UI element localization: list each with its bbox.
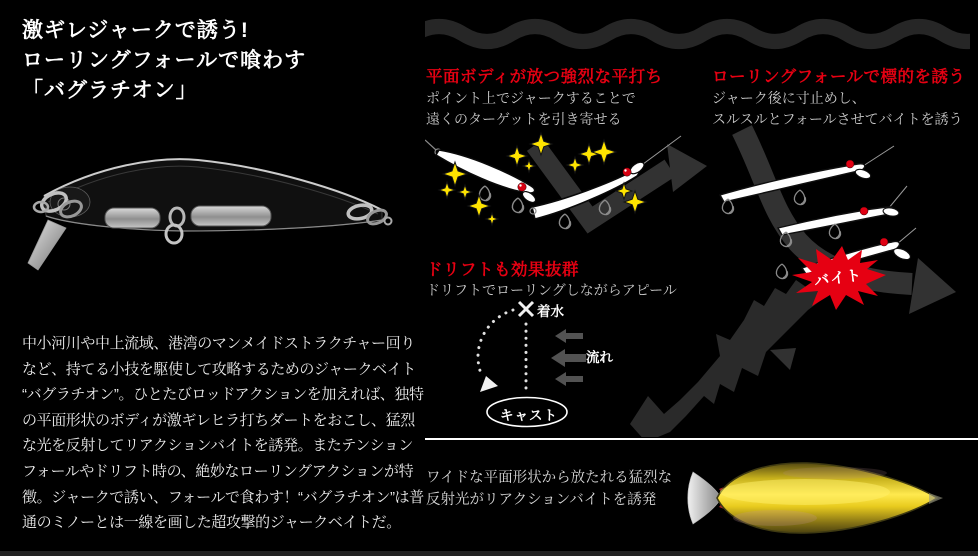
divider-line xyxy=(425,438,978,440)
landing-label: 着水 xyxy=(537,304,564,319)
body-line: 徴。ジャークで誘い、フォールで食わす！“バグラチオン”は普 xyxy=(22,488,424,506)
cast-label: キャスト xyxy=(500,408,558,423)
rolling-fall-diagram xyxy=(620,124,978,437)
lure-xray-photo xyxy=(8,130,418,310)
body-line: 中小河川や中上流域、港湾のマンメイドストラクチャー回り xyxy=(22,335,415,352)
headline-line: 激ギレジャークで誘う! xyxy=(22,19,249,42)
flat-hit-desc-line: ポイント上でジャークすることで xyxy=(426,90,636,106)
rolling-fall-title: ローリングフォールで標的を誘う xyxy=(712,68,966,86)
body-line: 通のミノーとは一線を画した超攻撃的ジャークベイトだ。 xyxy=(22,514,401,532)
bass-silhouette xyxy=(630,280,834,437)
rolling-fall-desc-line: ジャーク後に寸止めし、 xyxy=(712,90,866,106)
flat-hit-title: 平面ボディが放つ強烈な平打ち xyxy=(426,68,663,86)
reflection-desc-line: 反射光がリアクションバイトを誘発 xyxy=(426,491,657,508)
flow-label: 流れ xyxy=(586,350,613,365)
drift-desc: ドリフトでローリングしながらアピール xyxy=(426,282,677,298)
reflection-desc-line: ワイドな平面形状から放たれる猛烈な xyxy=(426,470,673,486)
headline-line: ローリングフォールで喰わす xyxy=(22,49,307,72)
gold-lure-photo xyxy=(685,448,945,548)
body-line: など、持てる小技を駆使して攻略するためのジャークベイト xyxy=(22,360,416,378)
drift-title: ドリフトも効果抜群 xyxy=(426,261,579,279)
flat-hit-desc-line: 遠くのターゲットを引き寄せる xyxy=(426,110,622,127)
flat-hit-desc xyxy=(426,88,636,129)
body-line: フォールやドリフト時の、絶妙なローリングアクションが特 xyxy=(22,462,414,480)
body-line: の平面形状のボディが激ギレヒラ打ちダートをおこし、猛烈 xyxy=(22,411,415,429)
body-line: “バグラチオン”。ひとたびロッドアクションを加えれば、独特 xyxy=(22,386,424,404)
bite-burst-label: バイト xyxy=(813,266,864,291)
body-line: な光を反射してリアクションバイトを誘発。またテンション xyxy=(22,437,413,455)
intro-headline xyxy=(22,16,306,106)
rolling-fall-desc xyxy=(712,88,963,129)
headline-line: 「バグラチオン」 xyxy=(22,79,198,102)
wave-divider-graphic xyxy=(425,12,970,56)
reflection-desc xyxy=(426,468,672,511)
current-arrows xyxy=(551,329,586,386)
rolling-fall-desc-line: スルスルとフォールさせてバイトを誘う xyxy=(712,110,963,127)
bottom-bar xyxy=(0,551,978,556)
intro-body xyxy=(22,331,424,536)
